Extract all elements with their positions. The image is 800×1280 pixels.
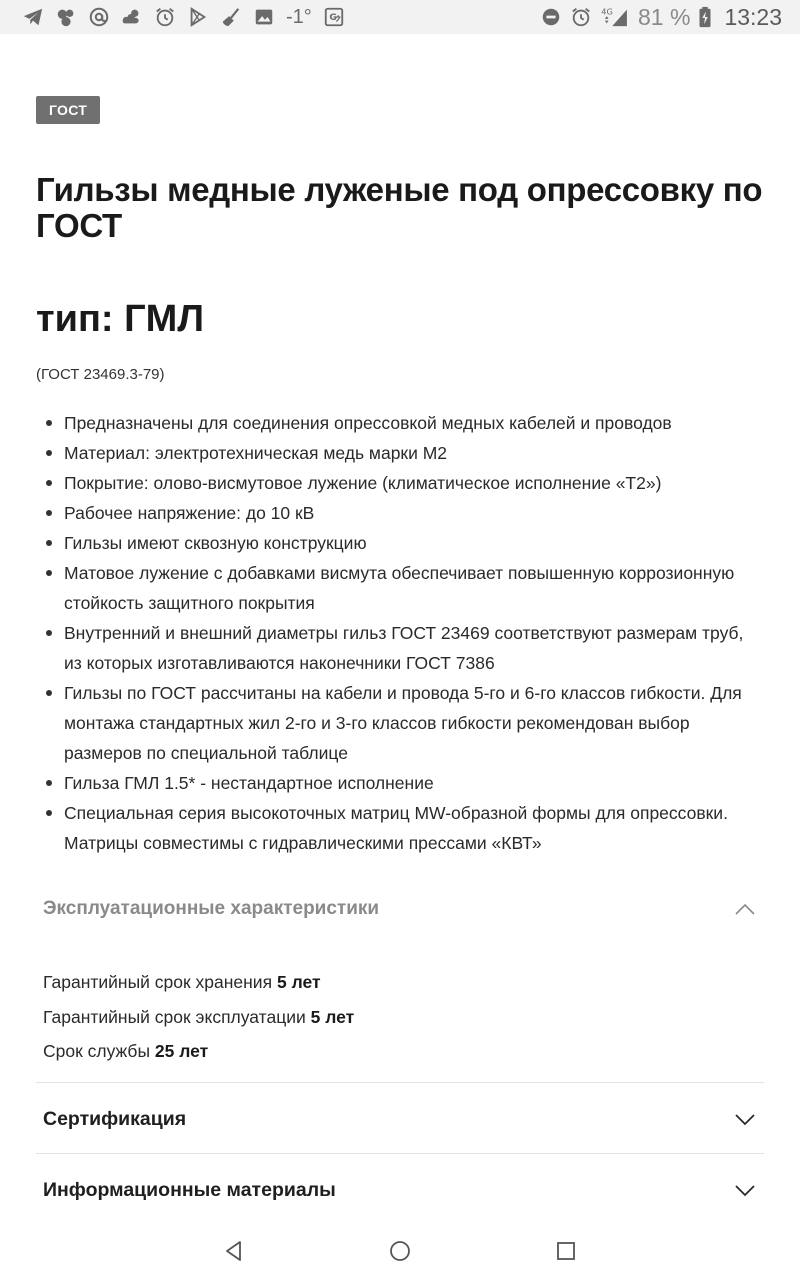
feature-item: Матовое лужение с добавками висмута обеспечивает повышенную коррозионную стойкость защитного покрытия	[36, 558, 764, 618]
spec-row	[43, 965, 743, 1000]
feature-item: Гильзы имеют сквозную конструкцию	[36, 528, 764, 558]
product-type: тип: ГМЛ	[36, 298, 204, 340]
spec-unit: лет	[325, 1006, 355, 1027]
spec-value: 5	[276, 972, 287, 992]
spec-value: 5	[310, 1006, 321, 1027]
battery-percent: 81 %	[638, 3, 691, 30]
spec-value: 25	[154, 1041, 175, 1061]
divider	[36, 1082, 764, 1083]
alarm-icon	[154, 6, 176, 28]
spec-label: Срок службы	[43, 1041, 151, 1061]
chevron-down-icon[interactable]	[734, 1179, 756, 1201]
feature-item: Гильзы по ГОСТ рассчитаны на кабели и провода 5-го и 6-го классов гибкости. Для монтажа стандартных жил 2-го и 3-го классов гибкости рекомендован выбор размеров по специальной таблице	[36, 678, 764, 768]
accordion-info-materials-title: Информационные материалы	[43, 1178, 336, 1201]
feature-list	[36, 408, 764, 858]
clock-time: 13:23	[724, 3, 782, 30]
image-icon	[253, 6, 275, 28]
svg-text:G: G	[329, 11, 337, 23]
temperature: -1°	[286, 5, 312, 28]
community-icon	[55, 6, 77, 28]
spec-row	[43, 1000, 743, 1035]
do-not-disturb-icon	[540, 6, 562, 28]
accordion-info-materials[interactable]	[36, 1170, 764, 1210]
feature-item: Предназначены для соединения опрессовкой медных кабелей и проводов	[36, 408, 764, 438]
spec-unit: лет	[291, 972, 321, 992]
spec-label: Гарантийный срок хранения	[43, 972, 273, 992]
spec-label: Гарантийный срок эксплуатации	[43, 1006, 306, 1027]
network-label: 4G	[601, 6, 613, 17]
standard-reference: (ГОСТ 23469.3-79)	[36, 366, 165, 383]
feature-item: Покрытие: олово-висмутовое лужение (климатическое исполнение «Т2»)	[36, 468, 764, 498]
spec-row	[43, 1034, 743, 1069]
feature-item: Рабочее напряжение: до 10 кВ	[36, 498, 764, 528]
feature-item: Материал: электротехническая медь марки М2	[36, 438, 764, 468]
chevron-down-icon[interactable]	[734, 1108, 756, 1130]
weather-cloud-icon	[121, 6, 143, 28]
accordion-certification[interactable]	[36, 1099, 764, 1139]
feature-item: Специальная серия высокоточных матриц MW-образной формы для опрессовки. Матрицы совместимы с гидравлическими прессами «КВТ»	[36, 798, 764, 858]
accordion-certification-title: Сертификация	[43, 1107, 187, 1130]
broom-icon	[220, 6, 242, 28]
home-icon[interactable]	[387, 1238, 413, 1264]
chevron-up-icon[interactable]	[734, 898, 756, 920]
status-bar	[0, 0, 800, 34]
telegram-icon	[22, 6, 44, 28]
recents-icon[interactable]	[553, 1238, 579, 1264]
feature-item: Внутренний и внешний диаметры гильз ГОСТ 23469 соответствуют размерам труб, из которых изготавливаются наконечники ГОСТ 7386	[36, 618, 764, 678]
gost-badge: ГОСТ	[36, 96, 100, 124]
navigation-bar	[0, 1222, 800, 1280]
accordion-operating-header[interactable]	[36, 889, 764, 929]
translate-icon	[323, 6, 345, 28]
divider	[36, 1153, 764, 1154]
feature-item: Гильза ГМЛ 1.5* - нестандартное исполнение	[36, 768, 764, 798]
battery-charging-icon	[698, 6, 712, 28]
page-title: Гильзы медные луженые под опрессовку по ГОСТ	[36, 171, 763, 244]
back-icon[interactable]	[221, 1238, 247, 1264]
at-icon	[88, 6, 110, 28]
operating-specs	[43, 965, 743, 1069]
signal-icon	[600, 6, 630, 28]
alarm-icon	[570, 6, 592, 28]
play-store-icon	[187, 6, 209, 28]
spec-unit: лет	[179, 1041, 209, 1061]
accordion-operating-title: Эксплуатационные характеристики	[43, 898, 380, 919]
